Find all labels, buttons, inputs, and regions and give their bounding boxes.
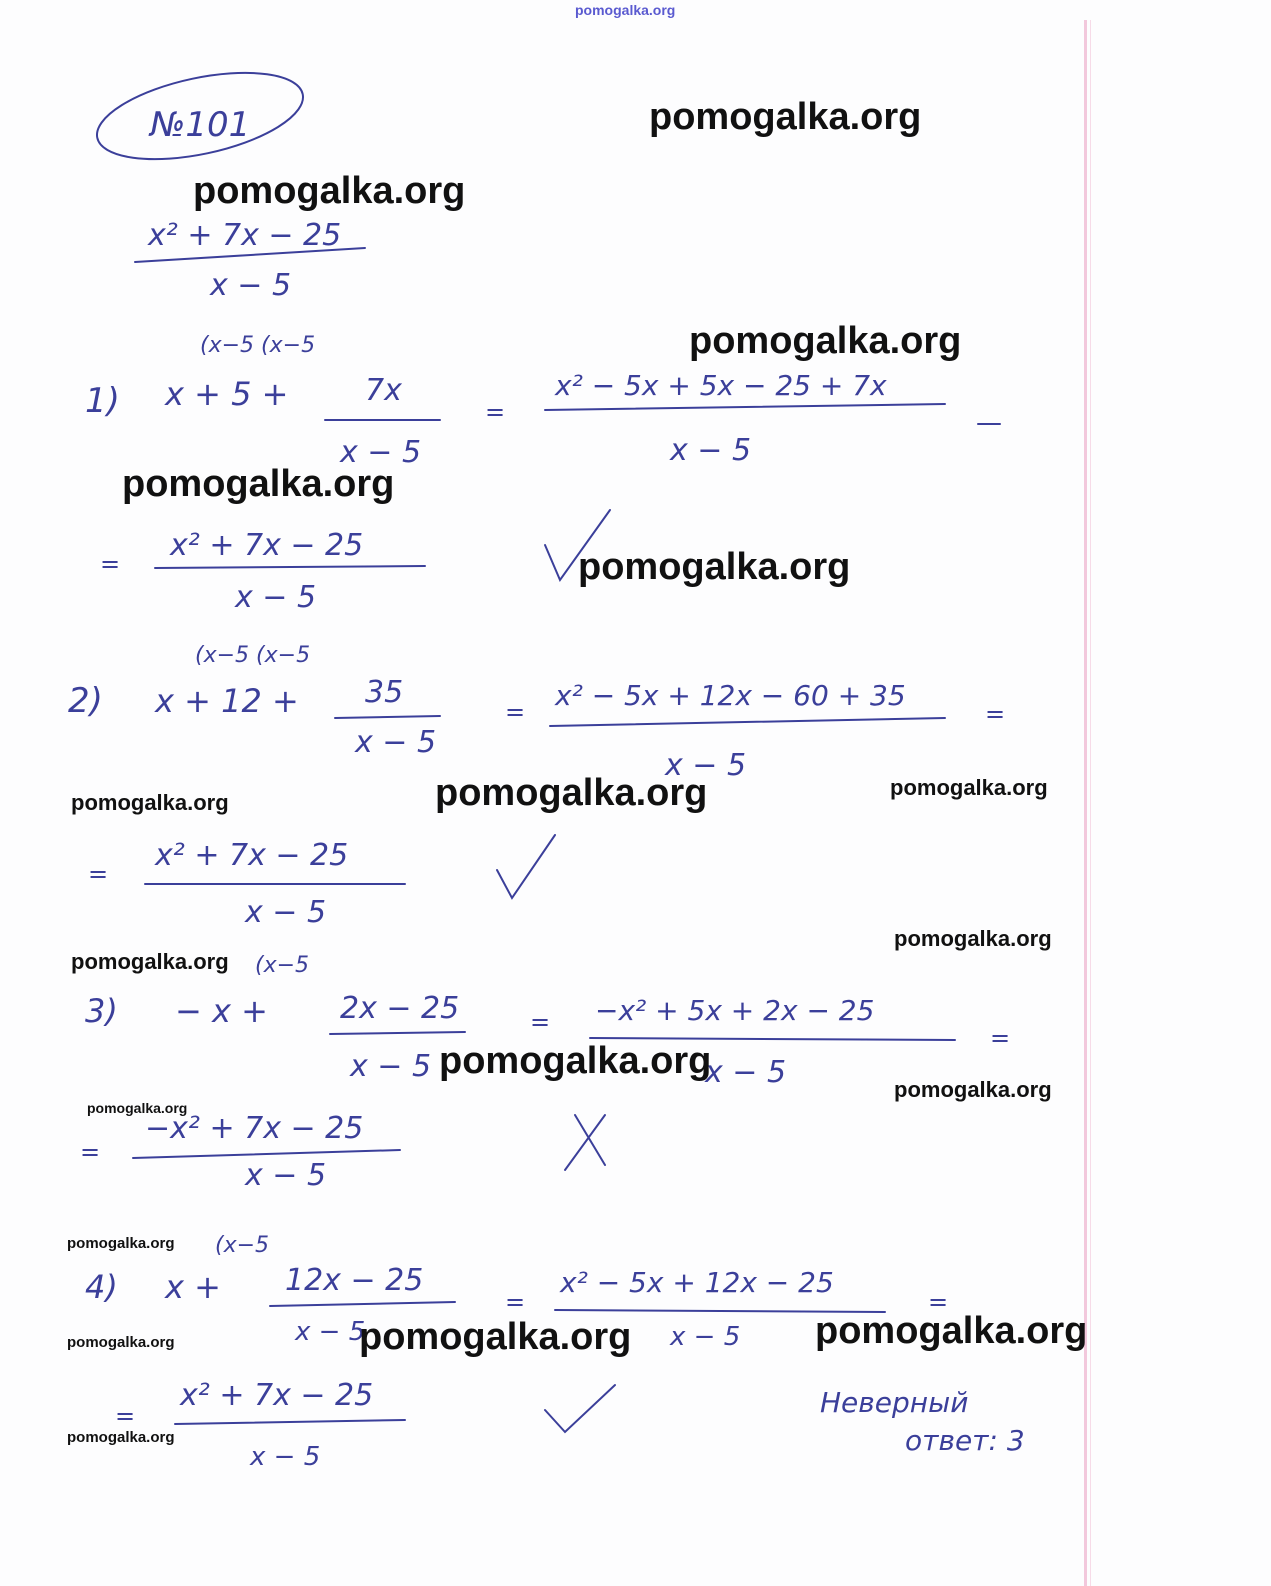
top-watermark: pomogalka.org: [575, 2, 676, 18]
problem-number: №101: [150, 105, 251, 145]
opt4-frac-den: x − 5: [295, 1317, 366, 1347]
opt1-right-num: x² − 5x + 5x − 25 + 7x: [555, 369, 887, 402]
opt2-result-den: x − 5: [245, 895, 327, 930]
svg-text:=: =: [88, 860, 109, 888]
opt1-frac-den: x − 5: [340, 435, 422, 470]
watermark: pomogalka.org: [689, 320, 962, 362]
opt2-right-bar: [550, 718, 945, 726]
opt1-result-bar: [155, 566, 425, 568]
opt1-right-den: x − 5: [670, 433, 752, 468]
opt2-frac-den: x − 5: [355, 725, 437, 760]
watermark: pomogalka.org: [67, 1235, 175, 1252]
opt2-right-num: x² − 5x + 12x − 60 + 35: [555, 679, 906, 712]
watermark: pomogalka.org: [67, 1334, 175, 1351]
svg-text:=: =: [100, 550, 121, 578]
opt4-result-bar: [175, 1420, 405, 1424]
opt3-label: 3): [85, 992, 118, 1030]
opt4-label: 4): [85, 1268, 118, 1306]
opt2-left: x + 12 +: [155, 682, 299, 720]
opt4-result-num: x² + 7x − 25: [180, 1378, 374, 1413]
opt4-frac-num: 12x − 25: [285, 1263, 424, 1298]
opt1-left: x + 5 +: [165, 375, 289, 413]
opt3-frac-den: x − 5: [350, 1049, 432, 1084]
watermark: pomogalka.org: [71, 790, 229, 815]
opt1-eq: =: [485, 398, 506, 426]
opt1-result-num: x² + 7x − 25: [170, 528, 364, 563]
opt1-right-bar: [545, 404, 945, 410]
svg-text:=: =: [985, 700, 1006, 728]
opt4-right-den: x − 5: [670, 1322, 741, 1352]
opt3-left: − x +: [175, 992, 268, 1030]
given-denominator: x − 5: [210, 268, 292, 303]
opt3-result-den: x − 5: [245, 1158, 327, 1193]
opt4-frac-bar: [270, 1302, 455, 1306]
watermark: pomogalka.org: [578, 546, 851, 588]
svg-text:=: =: [990, 1024, 1011, 1052]
opt2-frac-bar: [335, 716, 440, 718]
svg-text:=: =: [80, 1138, 101, 1166]
opt3-cross: [565, 1115, 605, 1170]
watermark: pomogalka.org: [894, 1077, 1052, 1102]
watermark: pomogalka.org: [894, 926, 1052, 951]
opt1-frac-num: 7x: [365, 373, 402, 408]
watermark: pomogalka.org: [87, 1100, 188, 1116]
opt2-frac-num: 35: [365, 675, 404, 710]
given-numerator: x² + 7x − 25: [148, 218, 342, 253]
watermark: pomogalka.org: [122, 463, 395, 505]
answer-line1: Неверный: [820, 1386, 969, 1419]
svg-text:=: =: [530, 1008, 551, 1036]
watermark: pomogalka.org: [71, 949, 229, 974]
opt3-right-num: −x² + 5x + 2x − 25: [595, 994, 875, 1027]
opt2-label: 2): [68, 681, 103, 721]
watermark: pomogalka.org: [890, 775, 1048, 800]
opt4-check: [545, 1385, 615, 1432]
answer-line2: ответ: 3: [905, 1424, 1025, 1457]
opt4-result-den: x − 5: [250, 1442, 321, 1472]
opt2-multipliers: (x−5 (x−5: [195, 643, 311, 668]
watermark: pomogalka.org: [193, 170, 466, 212]
opt2-right-den: x − 5: [665, 748, 747, 783]
watermark: pomogalka.org: [649, 96, 922, 138]
opt3-multipliers: (x−5: [255, 953, 310, 978]
opt1-multipliers: (x−5 (x−5: [200, 333, 316, 358]
watermark: pomogalka.org: [815, 1310, 1088, 1352]
svg-text:=: =: [928, 1288, 949, 1316]
svg-text:=: =: [505, 698, 526, 726]
opt4-left: x +: [165, 1268, 221, 1306]
opt3-frac-num: 2x − 25: [340, 991, 460, 1026]
watermark: pomogalka.org: [359, 1316, 632, 1358]
opt3-frac-bar: [330, 1032, 465, 1034]
opt3-right-den: x − 5: [705, 1055, 787, 1090]
opt4-multipliers: (x−5: [215, 1233, 270, 1258]
opt1-label: 1): [85, 381, 120, 421]
opt1-result-den: x − 5: [235, 580, 317, 615]
opt3-result-num: −x² + 7x − 25: [145, 1111, 364, 1146]
svg-text:=: =: [115, 1402, 136, 1430]
svg-text:=: =: [505, 1288, 526, 1316]
watermark: pomogalka.org: [435, 772, 708, 814]
opt3-result-bar: [133, 1150, 400, 1158]
opt2-result-num: x² + 7x − 25: [155, 838, 349, 873]
opt2-check: [497, 835, 555, 898]
opt4-right-num: x² − 5x + 12x − 25: [560, 1266, 834, 1299]
watermark: pomogalka.org: [67, 1429, 175, 1446]
watermark: pomogalka.org: [439, 1040, 712, 1082]
